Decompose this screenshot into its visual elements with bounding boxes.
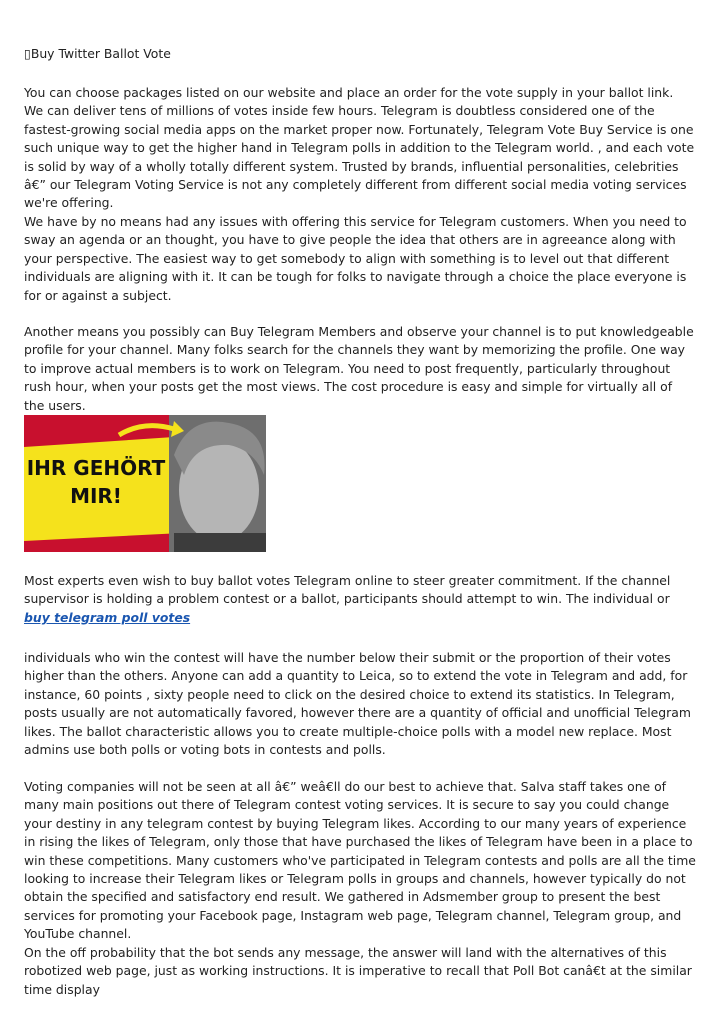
buy-telegram-poll-votes-link[interactable]: buy telegram poll votes: [24, 609, 191, 625]
missing-glyph-icon: ▯: [24, 46, 31, 61]
video-thumbnail[interactable]: [24, 415, 266, 552]
document-title: ▯Buy Twitter Ballot Vote: [24, 46, 171, 61]
thumbnail-caption-line-2: MIR!: [70, 484, 122, 508]
paragraph-7: On the off probability that the bot sends any message, the answer will land with the alternatives of this robotized web page, just as working instructions. It is imperative to recall that Poll Bot canâ€t at the similar time display: [24, 945, 692, 997]
paragraph-3: Another means you possibly can Buy Telegram Members and observe your channel is to put knowledgeable profile for your channel. Many folks search for the channels they want by memorizing the profile. One way to improve actual members is to work on Telegram. You need to post frequently, particularly throughout rush hour, when your posts get the most views. The cost procedure is easy and simple for virtually all of the users.: [24, 324, 694, 413]
paragraph-5: individuals who win the contest will have the number below their submit or the proportion of their votes higher than the others. Anyone can add a quantity to Leica, so to extend the vote in Telegram and add, for instance, 60 points , sixty people need to click on the desired choice to extend its statistics. In Telegram, posts usually are not automatically favored, however there are a quantity of official and unofficial Telegram likes. The ballot characteristic allows you to create multiple-choice polls with a model new replace. Most admins use both polls or voting bots in contests and polls.: [24, 650, 691, 758]
paragraph-2: We have by no means had any issues with offering this service for Telegram customers. When you need to sway an agenda or an thought, you have to give people the idea that others are in agreeance along with your perspective. The easiest way to get somebody to align with something is to level out that different individuals are aligning with it. It can be tough for folks to navigate through a choice the place everyone is for or against a subject.: [24, 214, 687, 303]
portrait-shoulders: [174, 533, 266, 552]
thumbnail-caption-line-1: IHR GEHÖRT: [26, 456, 166, 480]
paragraph-1: You can choose packages listed on our website and place an order for the vote supply in your ballot link. We can deliver tens of millions of votes inside few hours. Telegram is doubtless considered one of the fastest-growing social media apps on the market proper now. Fortunately, Telegram Vote Buy Service is one such unique way to get the higher hand in Telegram polls in addition to the Telegram world. , and each vote is solid by way of a wholly totally different system. Trusted by brands, influential personalities, celebrities â€” our Telegram Voting Service is not any completely different from different social media voting services we're offering.: [24, 85, 695, 211]
paragraph-4: Most experts even wish to buy ballot votes Telegram online to steer greater commitment. If the channel supervisor is holding a problem contest or a ballot, participants should attempt to win. The individual or buy telegram poll votes: [24, 573, 671, 625]
paragraph-6: Voting companies will not be seen at all â€” weâ€ll do our best to achieve that. Salva staff takes one of many main positions out there of Telegram contest voting services. It is secure to say you could change your destiny in any telegram contest by buying Telegram likes. According to our many years of experience in rising the likes of Telegram, only those that have purchased the likes of Telegram have been in a place to win these competitions. Many customers who've participated in Telegram contests and polls are all the time looking to increase their Telegram likes or Telegram polls in groups and channels, however typically do not obtain the specified and satisfactory end result. We gathered in Adsmember group to present the best services for promoting your Facebook page, Instagram web page, Telegram channel, Telegram group, and YouTube channel.: [24, 779, 696, 942]
thumbnail-graphic: [24, 415, 266, 552]
